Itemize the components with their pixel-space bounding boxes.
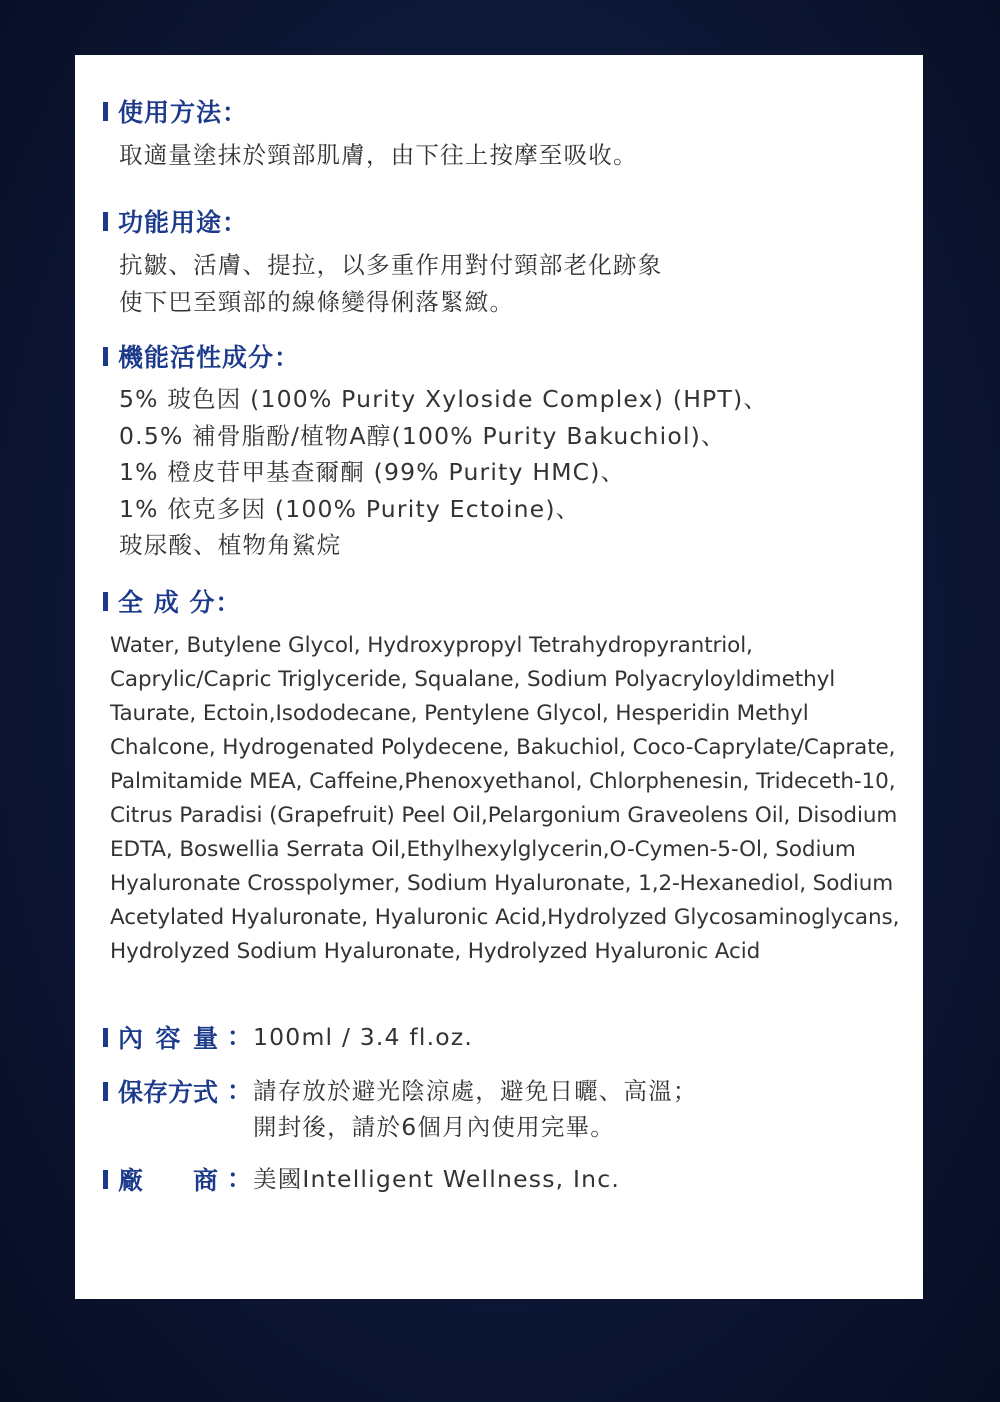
heading-bar-icon <box>103 1170 108 1189</box>
function-heading <box>103 203 248 239</box>
volume-label <box>103 1019 227 1055</box>
heading-bar-icon <box>103 347 108 366</box>
actives-line: 1% 依克多因 (100% Purity Ectoine)、 <box>119 494 581 523</box>
ingredients-line: Caprylic/Capric Triglyceride, Squalane, Sodium Polyacryloyldimethyl <box>110 667 836 692</box>
usage-text <box>119 137 638 174</box>
ingredients-line: Taurate, Ectoin,Isododecane, Pentylene Glycol, Hesperidin Methyl <box>110 701 809 726</box>
ingredients-line: Hyaluronate Crosspolymer, Sodium Hyaluronate, 1,2-Hexanediol, Sodium <box>110 871 894 896</box>
usage-heading <box>103 93 248 129</box>
manufacturer-colon: ： <box>227 1164 253 1193</box>
heading-bar-icon <box>103 1028 108 1047</box>
actives-heading <box>103 338 300 374</box>
manufacturer-label <box>103 1161 227 1197</box>
storage-line: 請存放於避光陰涼處，避免日曬、高溫； <box>253 1077 698 1105</box>
function-heading-text: 功能用途： <box>118 208 249 237</box>
volume-value <box>253 1019 473 1055</box>
manufacturer-line: 美國Intelligent Wellness, Inc. <box>253 1165 621 1193</box>
product-info-card <box>75 55 923 1299</box>
ingredients-line: Palmitamide MEA, Caffeine,Phenoxyethanol, Chlorphenesin, Trideceth-10, <box>110 769 896 794</box>
ingredients-line: Acetylated Hyaluronate, Hyaluronic Acid,Hydrolyzed Glycosaminoglycans, <box>110 905 900 930</box>
actives-heading-text: 機能活性成分： <box>118 343 301 372</box>
actives-text <box>119 381 768 564</box>
storage-label <box>103 1073 227 1109</box>
function-line: 抗皺、活膚、提拉，以多重作用對付頸部老化跡象 <box>119 251 663 279</box>
storage-label-text: 保存方式 <box>118 1078 219 1107</box>
heading-bar-icon <box>103 212 108 231</box>
actives-line: 玻尿酸、植物角鯊烷 <box>119 531 342 559</box>
actives-line: 0.5% 補骨脂酚/植物A醇(100% Purity Bakuchiol)、 <box>119 421 726 450</box>
usage-line: 取適量塗抹於頸部肌膚，由下往上按摩至吸收。 <box>119 141 638 169</box>
storage-line: 開封後，請於6個月內使用完畢。 <box>253 1113 615 1141</box>
volume-colon: ： <box>227 1022 253 1051</box>
usage-heading-text: 使用方法： <box>118 98 249 127</box>
full-ingredients-text <box>110 629 899 969</box>
storage-row <box>103 1073 698 1145</box>
function-text <box>119 247 662 320</box>
ingredients-line: Chalcone, Hydrogenated Polydecene, Bakuchiol, Coco-Caprylate/Caprate, <box>110 735 896 760</box>
storage-value <box>253 1073 698 1145</box>
actives-line: 1% 橙皮苷甲基查爾酮 (99% Purity HMC)、 <box>119 458 626 486</box>
manufacturer-row <box>103 1161 620 1197</box>
ingredients-line: Hydrolyzed Sodium Hyaluronate, Hydrolyzed Hyaluronic Acid <box>110 939 761 964</box>
ingredients-line: Water, Butylene Glycol, Hydroxypropyl Tetrahydropyrantriol, <box>110 633 753 658</box>
function-line: 使下巴至頸部的線條變得俐落緊緻。 <box>119 287 515 316</box>
ingredients-line: EDTA, Boswellia Serrata Oil,Ethylhexylglycerin,O-Cymen-5-Ol, Sodium <box>110 837 856 862</box>
heading-bar-icon <box>103 592 108 611</box>
heading-bar-icon <box>103 102 108 121</box>
full-ingredients-heading-text: 全 成 分： <box>118 588 242 617</box>
ingredients-line: Citrus Paradisi (Grapefruit) Peel Oil,Pelargonium Graveolens Oil, Disodium <box>110 803 898 828</box>
manufacturer-label-text: 廠商 <box>118 1166 218 1195</box>
volume-label-text: 內容量 <box>118 1024 218 1053</box>
storage-colon: ： <box>227 1076 253 1105</box>
volume-row <box>103 1019 473 1055</box>
heading-bar-icon <box>103 1082 108 1101</box>
actives-line: 5% 玻色因 (100% Purity Xyloside Complex) (HPT)、 <box>119 385 769 413</box>
full-ingredients-heading <box>103 583 241 619</box>
volume-line: 100ml / 3.4 fl.oz. <box>253 1023 474 1051</box>
manufacturer-value <box>253 1161 620 1197</box>
